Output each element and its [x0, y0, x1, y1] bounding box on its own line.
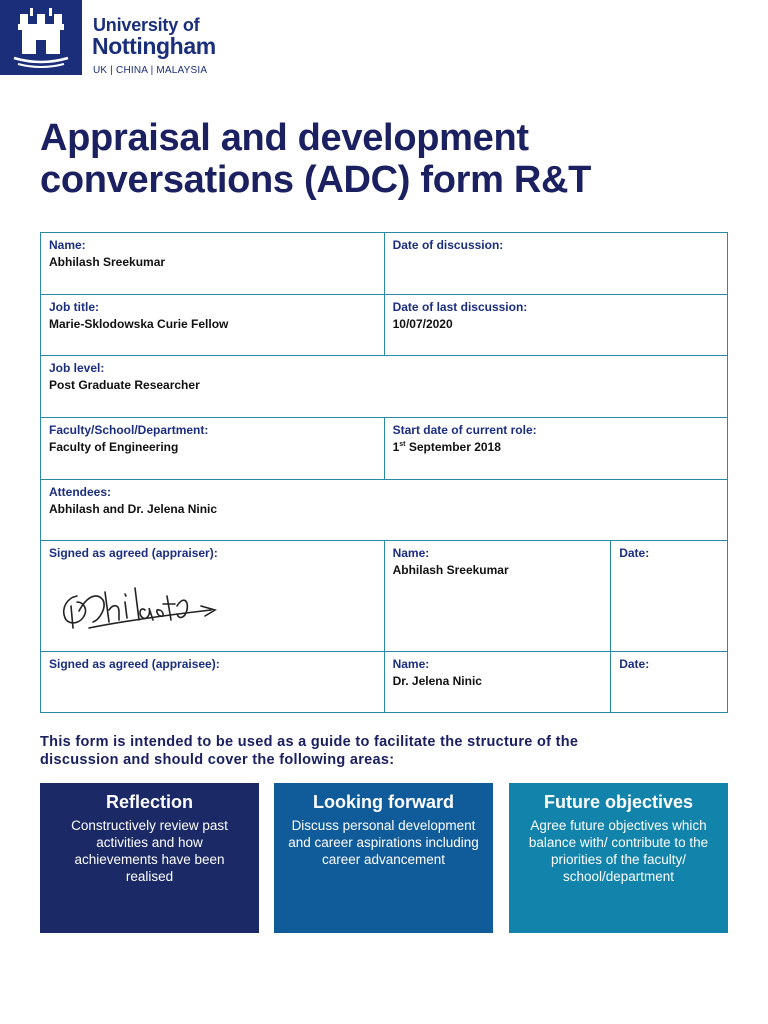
job-title-cell: [41, 295, 385, 356]
card-text: Constructively review past activities and how achievements have been realised: [71, 818, 228, 884]
appraisee-signed-label: Signed as agreed (appraisee):: [49, 657, 220, 671]
job-level-value: Post Graduate Researcher: [49, 378, 200, 392]
start-date-value: [393, 440, 719, 454]
date-of-last-discussion-value: 10/07/2020: [392, 317, 453, 331]
appraisee-date-cell: [611, 652, 728, 713]
faculty-value: Faculty of Engineering: [49, 440, 179, 454]
appraiser-name-cell: [384, 541, 611, 652]
appraiser-date-cell: [611, 541, 728, 652]
university-name-line1: University of: [93, 15, 200, 35]
university-logo: [0, 0, 82, 75]
looking-forward-card: [274, 783, 493, 933]
future-objectives-card: [509, 783, 728, 933]
date-of-last-discussion-cell: [384, 295, 727, 356]
appraiser-signed-label: Signed as agreed (appraiser):: [49, 546, 218, 560]
table-row: [41, 652, 728, 713]
university-name-line2: Nottingham: [92, 33, 216, 59]
name-cell: [41, 233, 385, 295]
faculty-label: Faculty/School/Department:: [49, 423, 209, 437]
attendees-value: Abhilash and Dr. Jelena Ninic: [49, 502, 218, 516]
appraiser-name-value: Abhilash Sreekumar: [392, 563, 509, 577]
page-title: Appraisal and development conversations (ADC) form R&T: [40, 117, 592, 201]
appraiser-date-label: Date:: [619, 546, 650, 560]
job-title-value: Marie-Sklodowska Curie Fellow: [49, 317, 229, 331]
adc-form-table: [40, 232, 728, 713]
start-date-day: 1: [392, 440, 400, 454]
appraisee-name-cell: [384, 652, 611, 713]
card-title: Reflection: [105, 792, 193, 812]
date-of-discussion-cell: [384, 233, 727, 295]
card-text: Agree future objectives which balance with/ contribute to the priorities of the faculty/ school/department: [528, 818, 709, 884]
start-date-suffix: st: [399, 441, 406, 448]
castle-crest-icon: [0, 0, 82, 75]
card-text: Discuss personal development and career aspirations including career advancement: [288, 818, 479, 867]
appraiser-name-label: Name:: [392, 546, 430, 560]
start-date-label: Start date of current role:: [392, 423, 537, 437]
start-date-cell: [384, 418, 727, 480]
appraisee-name-value: Dr. Jelena Ninic: [392, 674, 482, 688]
attendees-cell: [41, 480, 728, 541]
name-value: Abhilash Sreekumar: [49, 255, 166, 269]
faculty-cell: [41, 418, 385, 480]
table-row: [41, 541, 728, 652]
table-row: [41, 418, 728, 480]
date-of-last-discussion-label: Date of last discussion:: [392, 300, 528, 314]
reflection-card: [40, 783, 259, 933]
appraiser-signature-cell: [41, 541, 385, 652]
attendees-label: Attendees:: [49, 485, 112, 499]
job-level-label: Job level:: [49, 361, 105, 375]
table-row: [41, 295, 728, 356]
job-level-cell: [41, 356, 728, 418]
university-campuses: UK | CHINA | MALAYSIA: [93, 65, 208, 76]
card-title: Looking forward: [313, 792, 454, 812]
start-date-rest: September 2018: [405, 440, 501, 454]
appraisee-date-label: Date:: [619, 657, 650, 671]
intro-text: This form is intended to be used as a guide to facilitate the structure of the discussion and should cover the following areas:: [40, 734, 579, 768]
name-label: Name:: [49, 238, 86, 252]
table-row: [41, 233, 728, 295]
card-title: Future objectives: [543, 792, 694, 812]
job-title-label: Job title:: [49, 300, 99, 314]
appraisee-signature-cell: [41, 652, 385, 713]
date-of-discussion-label: Date of discussion:: [392, 238, 504, 252]
table-row: [41, 356, 728, 418]
handwritten-signature: [49, 566, 229, 636]
table-row: [41, 480, 728, 541]
appraisee-name-label: Name:: [392, 657, 430, 671]
